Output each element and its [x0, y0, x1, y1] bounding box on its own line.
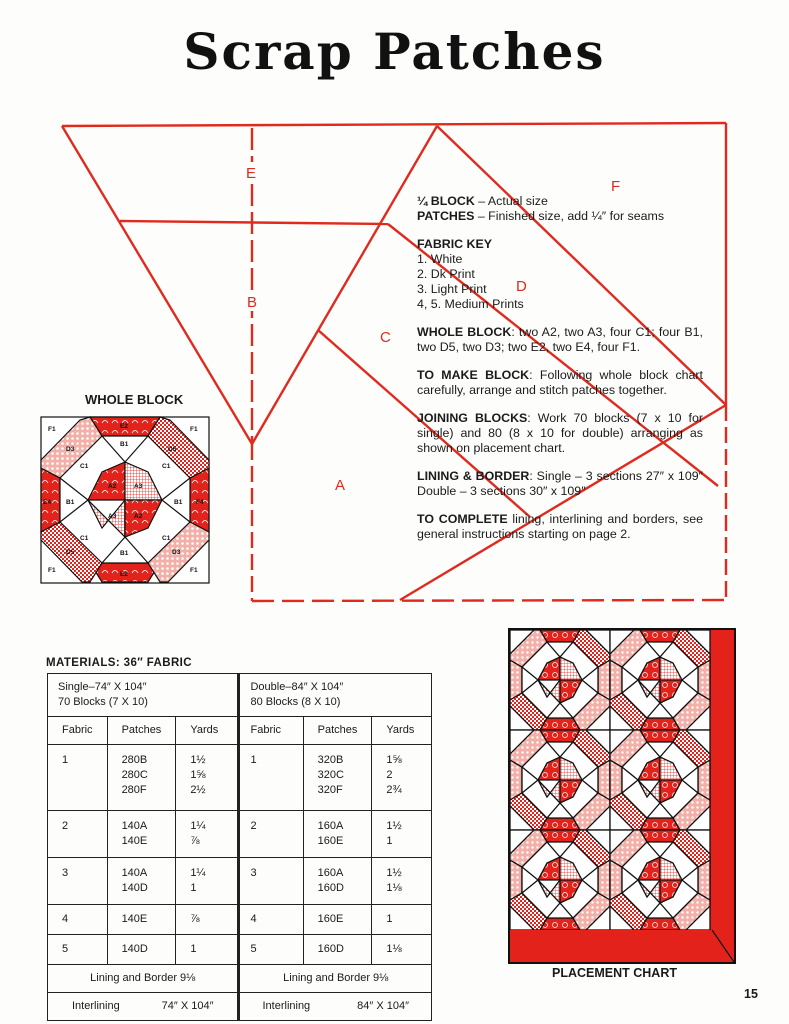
- pattern-bottom-seam: [252, 600, 726, 601]
- cell-fabric: 3: [250, 867, 257, 879]
- cell-fabric: 1: [250, 754, 257, 766]
- fabric-key-item: 2. Dk Print: [417, 267, 475, 281]
- double-lining-border: Lining and Border 9⅛: [239, 965, 432, 993]
- wb-label-b1: B1: [174, 499, 183, 506]
- joining-blocks-label: JOINING BLOCKS: [417, 411, 528, 425]
- patch-label-e: E: [246, 165, 257, 182]
- cell-yards: 1: [386, 835, 393, 847]
- cell-yards: 1⅛: [386, 882, 402, 894]
- patch-label-d: D: [516, 278, 527, 295]
- cell-yards: 2½: [190, 784, 206, 796]
- cell-yards: 2: [386, 769, 393, 781]
- fabric-key: [417, 237, 703, 312]
- cell-yards: 1½: [190, 754, 206, 766]
- placement-chart: [508, 628, 736, 964]
- patch-label-a: A: [335, 477, 346, 494]
- col-header-yards: Yards: [372, 717, 432, 745]
- single-lining-border: Lining and Border 9⅛: [48, 965, 239, 993]
- wb-label-a2: A2: [108, 483, 117, 490]
- cell-patch: 140A: [121, 820, 148, 832]
- cell-patch: 280B: [121, 754, 148, 766]
- table-header-row: [48, 717, 432, 745]
- wb-label-f1: F1: [190, 567, 198, 574]
- col-header-patches: Patches: [303, 717, 372, 745]
- cell-yards: 1⅝: [386, 754, 402, 766]
- wb-label-b1: B1: [66, 499, 75, 506]
- cell-fabric: 5: [250, 943, 257, 955]
- patch-label-f: F: [611, 178, 621, 195]
- wb-label-c1: C1: [162, 463, 171, 470]
- cell-fabric: 1: [62, 754, 69, 766]
- col-header-fabric: Fabric: [48, 717, 108, 745]
- table-row: [48, 905, 432, 935]
- cell-patch: 140E: [121, 835, 148, 847]
- to-make-block-label: TO MAKE BLOCK: [417, 368, 530, 382]
- cell-yards: 1½: [386, 867, 402, 879]
- cell-patch: 160E: [317, 913, 344, 925]
- table-row: [48, 935, 432, 965]
- to-make-block-text: : Following whole block chart carefully, arrange and stitch patches together.: [417, 368, 703, 397]
- instructions: [417, 194, 703, 555]
- placement-chart-blocks: [510, 630, 710, 930]
- table-row: [48, 858, 432, 905]
- lining-border-text: : Single – 3 sections 27″ x 109″ Double – 3 sections 30″ x 109″: [417, 469, 703, 498]
- cell-patch: 320F: [317, 784, 343, 796]
- cell-yards: ⅞: [190, 835, 200, 847]
- fabric-key-item: 3. Light Print: [417, 282, 487, 296]
- single-interlining-value: 74″ X 104″: [161, 1000, 214, 1012]
- to-complete-label: TO COMPLETE: [417, 512, 508, 526]
- cell-patch: 160A: [317, 867, 344, 879]
- wb-label-d5: D5: [66, 549, 75, 556]
- cell-yards: 1: [190, 943, 197, 955]
- wb-label-d5: D5: [168, 446, 177, 453]
- wb-label-a3: A3: [134, 483, 143, 490]
- single-blocks: 70 Blocks (7 X 10): [58, 696, 148, 708]
- wb-label-e2: E2: [120, 571, 128, 578]
- cell-fabric: 4: [250, 913, 257, 925]
- wb-label-e4: E4: [43, 499, 51, 506]
- cell-patch: 140A: [121, 867, 148, 879]
- wb-label-c1: C1: [80, 535, 89, 542]
- to-complete-instruction: [417, 512, 703, 542]
- wb-label-b1: B1: [120, 441, 129, 448]
- double-blocks: 80 Blocks (8 X 10): [250, 696, 341, 708]
- whole-block-instruction: [417, 325, 703, 355]
- cell-patch: 140D: [121, 882, 148, 894]
- cell-yards: 1¼: [190, 820, 206, 832]
- wb-label-d3: D3: [172, 549, 181, 556]
- cell-patch: 160E: [317, 835, 344, 847]
- materials-table: [47, 673, 432, 1021]
- cell-patch: 320C: [317, 769, 344, 781]
- cell-yards: 2¾: [386, 784, 402, 796]
- page-number: 15: [744, 987, 758, 1001]
- page-title: Scrap Patches: [183, 22, 606, 81]
- table-row: [48, 965, 432, 993]
- col-header-yards: Yards: [176, 717, 239, 745]
- to-make-block-instruction: [417, 368, 703, 398]
- whole-block-label: WHOLE BLOCK: [417, 325, 512, 339]
- cell-fabric: 2: [250, 820, 257, 832]
- wb-label-f4: F4: [196, 499, 204, 506]
- pattern-top-edge: [62, 123, 726, 126]
- patches-label: PATCHES: [417, 209, 475, 223]
- patch-label-b: B: [247, 294, 258, 311]
- table-row: [48, 674, 432, 717]
- cell-yards: ⅞: [190, 913, 200, 925]
- cell-patch: 140E: [121, 913, 148, 925]
- wb-label-f1: F1: [190, 426, 198, 433]
- patch-label-c: C: [380, 329, 391, 346]
- cell-patch: 160D: [317, 943, 344, 955]
- quarter-block-label: ¼ BLOCK: [417, 194, 475, 208]
- cell-yards: 1: [386, 913, 393, 925]
- pattern-eb-divider: [120, 221, 388, 224]
- wb-label-d3: D3: [66, 446, 75, 453]
- to-complete-text: lining, interlining and borders, see general instructions starting on page 2.: [417, 512, 704, 541]
- table-row: [48, 745, 432, 811]
- single-interlining-label: Interlining: [72, 1000, 120, 1012]
- col-header-patches: Patches: [107, 717, 176, 745]
- wb-label-a3: A3: [108, 513, 117, 520]
- wb-label-c1: C1: [80, 463, 89, 470]
- double-interlining-value: 84″ X 104″: [357, 1000, 409, 1012]
- fabric-key-title: FABRIC KEY: [417, 237, 493, 251]
- double-size: Double–84″ X 104″: [250, 681, 344, 693]
- col-header-fabric: Fabric: [239, 717, 303, 745]
- table-row: [48, 811, 432, 858]
- cell-fabric: 4: [62, 913, 69, 925]
- joining-blocks-instruction: [417, 411, 703, 456]
- cell-yards: 1⅛: [386, 943, 402, 955]
- cell-fabric: 2: [62, 820, 69, 832]
- quarter-block-text: – Actual size: [474, 194, 548, 208]
- pattern-center-diagonal: [252, 126, 437, 444]
- wb-label-a2: A2: [134, 513, 143, 520]
- lining-border-label: LINING & BORDER: [417, 469, 530, 483]
- wb-label-c1: C1: [162, 535, 171, 542]
- cell-fabric: 3: [62, 867, 69, 879]
- table-row: [48, 993, 432, 1021]
- cell-yards: 1⅝: [190, 769, 206, 781]
- cell-patch: 280C: [121, 769, 148, 781]
- wb-label-f1: F1: [48, 426, 56, 433]
- cell-yards: 1¼: [190, 867, 206, 879]
- whole-block-text: : two A2, two A3, four C1; four B1, two D5, two D3; two E2, two E4, four F1.: [417, 325, 703, 354]
- whole-block-diagram: [40, 416, 210, 584]
- patches-text: – Finished size, add ¼″ for seams: [474, 209, 665, 223]
- cell-yards: 1½: [386, 820, 402, 832]
- wb-label-f1: F1: [48, 567, 56, 574]
- cell-patch: 320B: [317, 754, 344, 766]
- fabric-key-item: 1. White: [417, 252, 463, 266]
- cell-patch: 160A: [317, 820, 344, 832]
- cell-patch: 140D: [121, 943, 148, 955]
- cell-patch: 160D: [317, 882, 344, 894]
- wb-label-e2: E2: [120, 423, 128, 430]
- wb-label-b1: B1: [120, 550, 129, 557]
- placement-chart-title: PLACEMENT CHART: [552, 966, 677, 980]
- single-size: Single–74″ X 104″: [58, 681, 147, 693]
- cell-patch: 280F: [121, 784, 147, 796]
- fabric-key-item: 4, 5. Medium Prints: [417, 297, 524, 311]
- joining-blocks-text: : Work 70 blocks (7 x 10 for single) and 80 (8 x 10 for double) arranging as shown on placement chart.: [417, 411, 703, 455]
- cell-fabric: 5: [62, 943, 69, 955]
- double-interlining-label: Interlining: [262, 1000, 311, 1012]
- cell-yards: 1: [190, 882, 197, 894]
- whole-block-title: WHOLE BLOCK: [85, 392, 184, 407]
- materials-title: MATERIALS: 36″ FABRIC: [46, 657, 192, 669]
- lining-border-instruction: [417, 469, 703, 499]
